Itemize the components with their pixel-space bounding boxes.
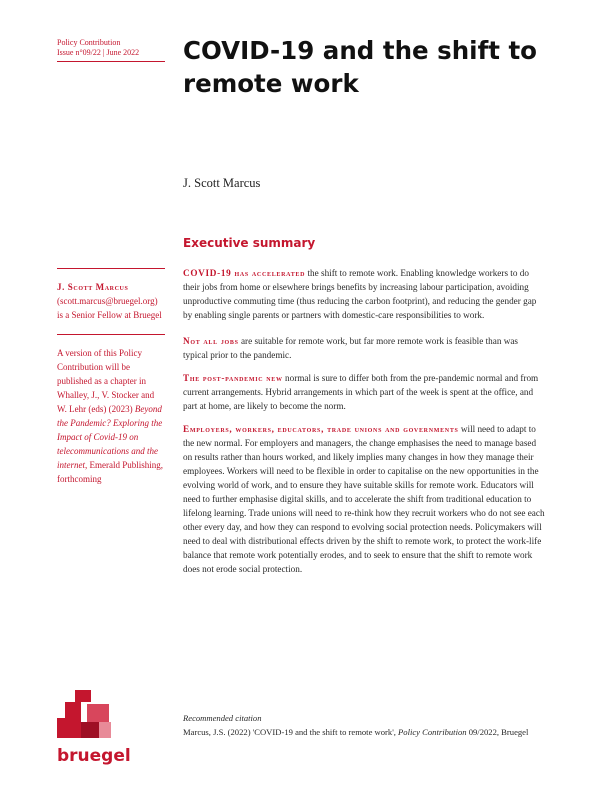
citation-prefix: Marcus, J.S. (2022) 'COVID-19 and the shift to remote work',	[183, 727, 399, 737]
series-block	[57, 38, 139, 58]
paragraph-text: will need to adapt to the new normal. For employers and managers, the change emphasises the need to manage based on results rather than hours worked, and likely implies many changes in how they manage their employees. Workers will need to be flexible in order to capitalise on the new opportunities in the evolving world of work, and to ensure they have suitable skills for remote work. Educators will need to further emphasise digital skills, and to accelerate the shift from traditional education to lifelong learning. Trade unions will need to re-think how they recruit workers who do not see each other every day, and how they can respond to evolving social protection needs. Policymakers will need to deal with distributional effects driven by the shift to remote work, to protect the work-life balance that remote work potentially erodes, and to seek to ensure that the shift to remote work does not erode social protection.	[183, 424, 545, 574]
citation-suffix: 09/2022, Bruegel	[466, 727, 529, 737]
author-bio	[57, 280, 165, 322]
issue-number: Issue n°09/22 | June 2022	[57, 48, 140, 57]
note-prefix: A version of this Policy Contribution will be published as a chapter in Whalley, J., V. Stocker and W. Lehr (eds) (2023)	[57, 348, 155, 414]
paragraph-text: are suitable for remote work, but far more remote work is feasible than was typical prior to the pandemic.	[183, 336, 518, 360]
summary-paragraph	[183, 334, 545, 362]
citation-heading: Recommended citation	[183, 713, 262, 723]
document-title: COVID-19 and the shift to remote work	[183, 36, 538, 98]
section-heading: Executive summary	[183, 236, 316, 250]
citation-series: Policy Contribution	[398, 727, 467, 737]
note-suffix: , Emerald Publishing, forthcoming	[57, 460, 163, 484]
paragraph-lead: Employers, workers, educators, trade unions and governments	[183, 424, 459, 434]
note-book-title: Beyond the Pandemic? Exploring the Impact of Covid-19 on telecommunications and the internet	[57, 404, 163, 470]
citation-text	[183, 725, 553, 739]
paragraph-text: the shift to remote work. Enabling knowledge workers to do their jobs from home or elsewhere brings benefits by increasing labour participation, avoiding unproductive commuting time (thus reducing the carbon footprint), and reducing the gender gap by enabling single parents or partners with domestic-care responsibilities to work.	[183, 268, 537, 320]
bio-name: J. Scott Marcus	[57, 282, 129, 292]
paragraph-lead: Not all jobs	[183, 336, 239, 346]
paragraph-lead: The post-pandemic new	[183, 373, 283, 383]
recommended-citation	[183, 711, 553, 739]
summary-paragraph	[183, 371, 545, 413]
paragraph-lead: COVID-19 has accelerated	[183, 268, 306, 278]
publication-note	[57, 346, 165, 486]
logo-wordmark: bruegel	[57, 746, 131, 766]
summary-paragraph	[183, 266, 545, 322]
author-name: J. Scott Marcus	[183, 176, 261, 190]
bio-text: (scott.marcus@bruegel.org) is a Senior Fellow at Bruegel	[57, 296, 162, 320]
series-name: Policy Contribution	[57, 38, 121, 47]
sidebar-divider	[57, 334, 165, 335]
bruegel-logo	[57, 690, 131, 766]
header-divider	[57, 61, 165, 62]
summary-paragraph	[183, 422, 545, 576]
sidebar-divider	[57, 268, 165, 269]
paragraph-text: normal is sure to differ both from the pre-pandemic normal and from current arrangements. Hybrid arrangements in which part of the week is spent at the office, and part at home, are likely to become the norm.	[183, 373, 539, 411]
